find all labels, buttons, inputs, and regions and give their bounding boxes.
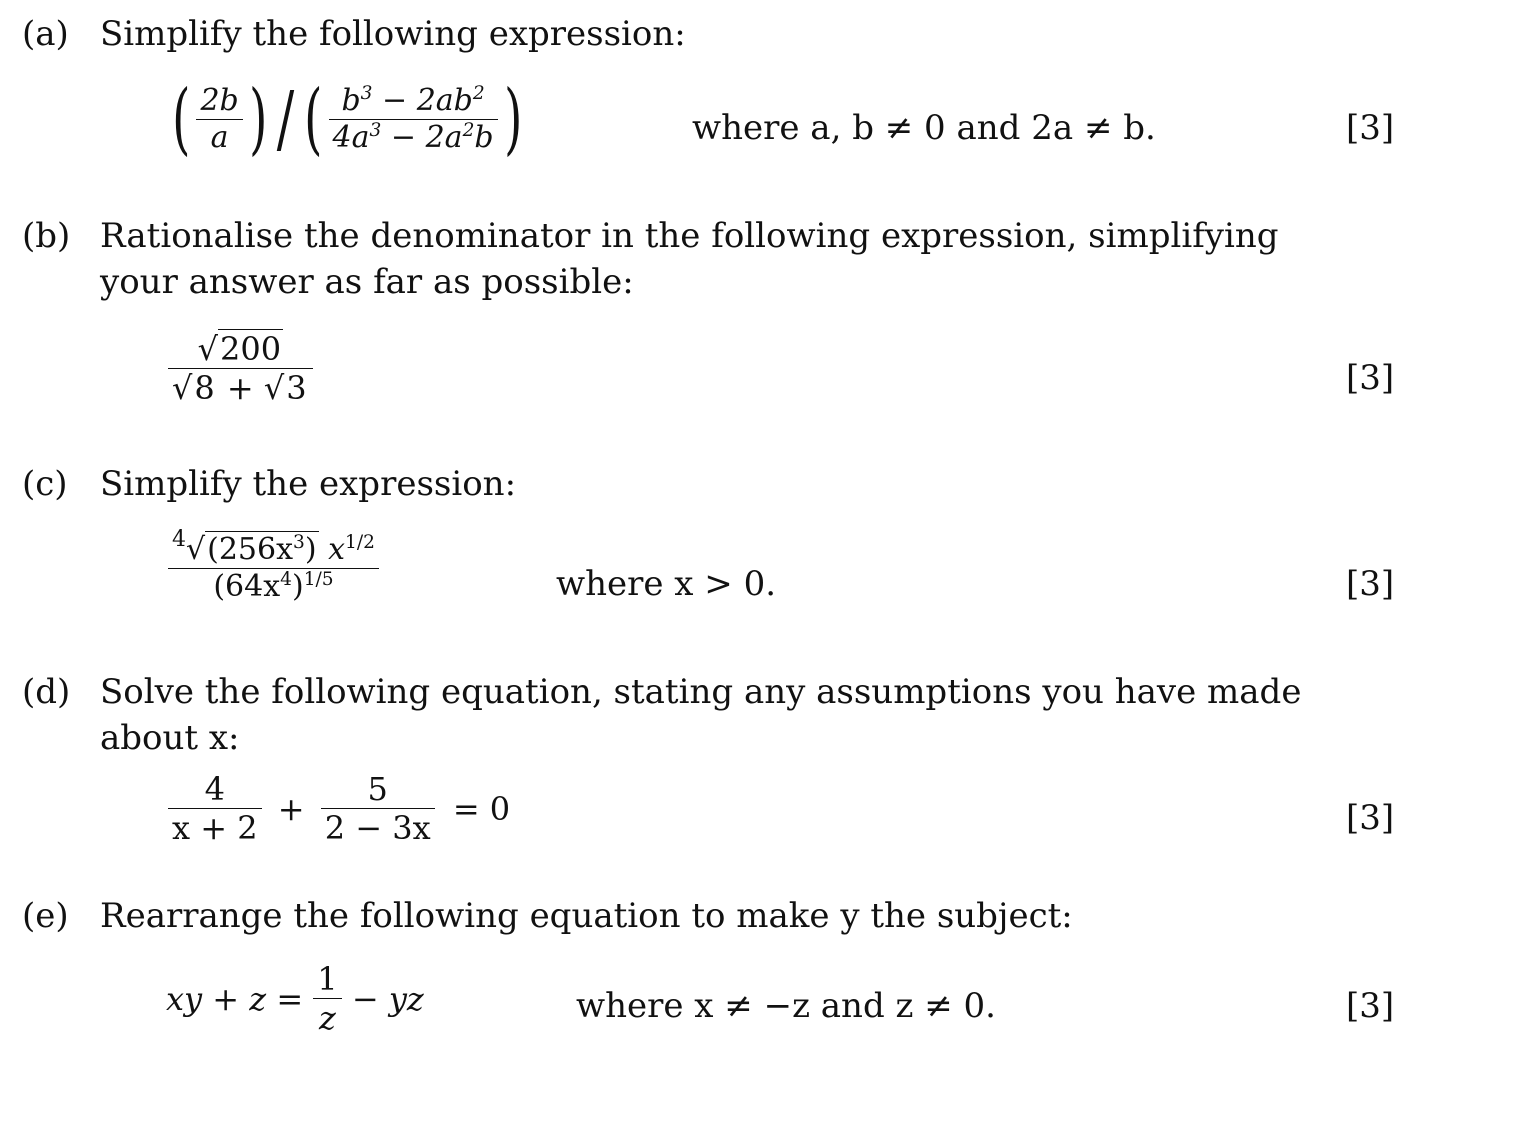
question-c-expression xyxy=(168,526,379,605)
fraction-1-over-z xyxy=(313,960,341,1038)
tail-term: − yz xyxy=(351,979,424,1018)
question-c-prompt: Simplify the expression: xyxy=(100,464,517,504)
numerator: 2b xyxy=(200,82,239,118)
lhs: xy + z = xyxy=(166,979,304,1018)
right-paren: ) xyxy=(503,74,522,164)
question-b-prompt-line2: your answer as far as possible: xyxy=(100,262,634,302)
fraction-5-over-2-minus-3x xyxy=(321,770,435,848)
numerator: 1 xyxy=(317,960,338,998)
question-c-condition: where x > 0. xyxy=(556,564,777,604)
fraction-sqrt200-over-sum xyxy=(168,330,313,408)
question-e-expression xyxy=(166,960,424,1038)
numerator: $^4√(256x^3)$ $x^{1/2}$ xyxy=(172,526,375,567)
question-b-expression xyxy=(168,330,313,408)
denominator: x + 2 xyxy=(172,809,258,848)
question-d-expression xyxy=(168,770,510,848)
left-paren: ( xyxy=(172,74,191,164)
denominator: √8 + √3 xyxy=(172,369,307,408)
numerator: $b^3 - 2ab^2$ xyxy=(341,82,485,118)
question-d-marks: [3] xyxy=(1346,798,1395,838)
question-a-prompt: Simplify the following expression: xyxy=(100,14,686,54)
question-b-label: (b) xyxy=(22,216,71,256)
numerator: 5 xyxy=(367,770,388,808)
question-e-marks: [3] xyxy=(1346,986,1395,1026)
fraction-b3-over-4a3 xyxy=(329,83,498,156)
question-d-label: (d) xyxy=(22,672,71,712)
question-a-label: (a) xyxy=(22,14,69,54)
question-e-prompt: Rearrange the following equation to make y the subject: xyxy=(100,896,1073,936)
numerator: √200 xyxy=(197,330,282,368)
question-a-expression xyxy=(166,74,528,164)
denominator: z xyxy=(319,999,336,1038)
right-paren: ) xyxy=(248,74,268,164)
question-a-condition: where a, b ≠ 0 and 2a ≠ b. xyxy=(692,108,1156,148)
fraction-4-over-x-plus-2 xyxy=(168,770,262,848)
question-e-condition: where x ≠ −z and z ≠ 0. xyxy=(576,986,996,1026)
denominator: $4a^3 - 2a^2b$ xyxy=(332,119,494,155)
question-c-marks: [3] xyxy=(1346,564,1395,604)
denominator: 2 − 3x xyxy=(324,809,431,848)
question-e-label: (e) xyxy=(22,896,69,936)
plus-sign: + xyxy=(277,789,305,828)
equals-zero: = 0 xyxy=(452,789,511,828)
fraction-2b-over-a xyxy=(196,83,242,156)
question-b-prompt-line1: Rationalise the denominator in the following expression, simplifying xyxy=(100,216,1279,256)
question-d-prompt-line1: Solve the following equation, stating any assumptions you have made xyxy=(100,672,1302,712)
question-d-prompt-line2: about x: xyxy=(100,718,240,758)
division-slash: / xyxy=(276,76,295,162)
denominator: $(64x^4)^{1/5}$ xyxy=(213,568,334,604)
numerator: 4 xyxy=(204,770,225,808)
question-c-label: (c) xyxy=(22,464,68,504)
denominator: a xyxy=(210,119,229,155)
left-paren: ( xyxy=(304,74,323,164)
fraction-root-over-power xyxy=(168,526,379,605)
question-a-marks: [3] xyxy=(1346,108,1395,148)
question-b-marks: [3] xyxy=(1346,358,1395,398)
